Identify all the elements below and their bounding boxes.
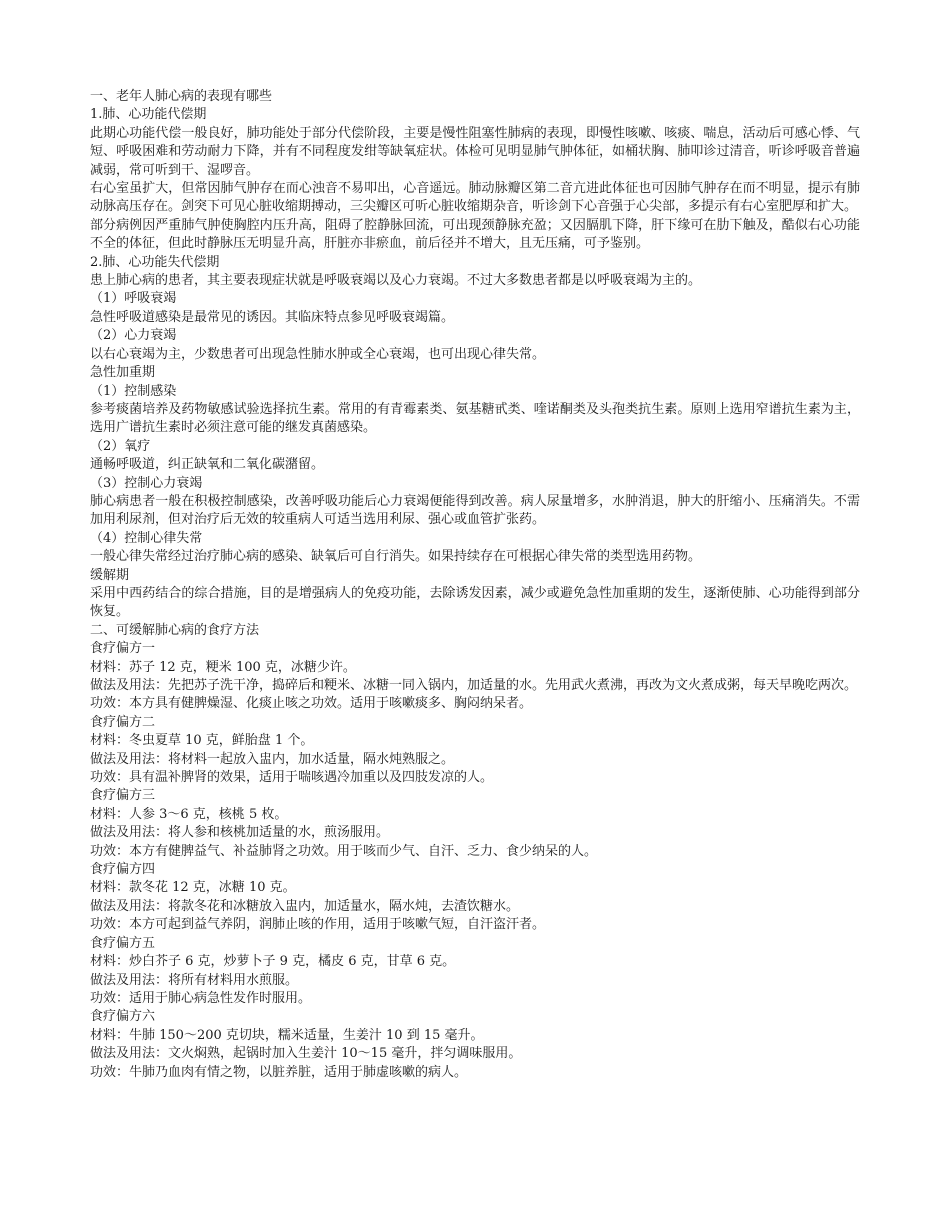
- paragraph: 肺心病患者一般在积极控制感染，改善呼吸功能后心力衰竭便能得到改善。病人尿量增多，水肿消退，肿大的肝缩小、压痛消失。不需加用利尿剂，但对治疗后无效的较重病人可适当选用利尿、强心或血管扩张药。: [90, 493, 860, 528]
- text-line: （2）心力衰竭: [90, 328, 177, 344]
- paragraph: 以右心衰竭为主，少数患者可出现急性肺水肿或全心衰竭，也可出现心律失常。: [90, 346, 546, 362]
- text-line: 功效：适用于肺心病急性发作时服用。: [90, 990, 312, 1006]
- text-line: 做法及用法：将材料一起放入盅内，加水适量，隔水炖熟服之。: [90, 751, 455, 767]
- text-line: 2.肺、心功能失代偿期: [90, 254, 220, 270]
- paragraph: 右心室虽扩大，但常因肺气肿存在而心浊音不易叩出，心音遥远。肺动脉瓣区第二音亢进此体征也可因肺气肿存在而不明显，提示有肺动脉高压存在。剑突下可见心脏收缩期搏动，三尖瓣区可听心脏收缩期杂音，听诊剑下心音强于心尖部，多提示有右心室肥厚和扩大。: [90, 181, 860, 215]
- text-line: 二、可缓解肺心病的食疗方法: [90, 622, 260, 638]
- text-line: 食疗偏方三: [90, 788, 156, 804]
- paragraph: 急性呼吸道感染是最常见的诱因。其临床特点参见呼吸衰竭篇。: [90, 309, 455, 325]
- text-line: 功效：牛肺乃血肉有情之物，以脏养脏，适用于肺虚咳嗽的病人。: [90, 1064, 468, 1080]
- text-line: （2）氧疗: [90, 438, 151, 454]
- paragraph: 此期心功能代偿一般良好，肺功能处于部分代偿阶段，主要是慢性阻塞性肺病的表现，即慢性咳嗽、咳痰、喘息，活动后可感心悸、气短、呼吸困难和劳动耐力下降，并有不同程度发绀等缺氧症状。体检可见明显肺气肿体征，如桶状胸、肺叩诊过清音，听诊呼吸音普遍减弱，常可听到干、湿啰音。: [90, 125, 860, 178]
- paragraph: 患上肺心病的患者，其主要表现症状就是呼吸衰竭以及心力衰竭。不过大多数患者都是以呼吸衰竭为主的。: [90, 273, 702, 289]
- text-line: 急性加重期: [90, 365, 156, 381]
- paragraph: 参考痰菌培养及药物敏感试验选择抗生素。常用的有青霉素类、氨基糖甙类、喹诺酮类及头孢类抗生素。原则上选用窄谱抗生素为主，选用广谱抗生素时必须注意可能的继发真菌感染。: [90, 401, 860, 436]
- text-line: 做法及用法：将款冬花和冰糖放入盅内，加适量水，隔水炖，去渣饮糖水。: [90, 898, 520, 914]
- text-line: 1.肺、心功能代偿期: [90, 107, 207, 123]
- text-line: 食疗偏方六: [90, 1009, 156, 1025]
- text-line: 功效：本方具有健脾燥湿、化痰止咳之功效。适用于咳嗽痰多、胸闷纳呆者。: [90, 696, 533, 712]
- text-line: 食疗偏方四: [90, 862, 156, 878]
- text-line: 食疗偏方一: [90, 641, 156, 657]
- text-line: 做法及用法：文火焖熟，起锅时加入生姜汁 10～15 毫升，拌匀调味服用。: [90, 1046, 522, 1062]
- text-line: 做法及用法：将人参和核桃加适量的水，煎汤服用。: [90, 825, 390, 841]
- text-line: 一、老年人肺心病的表现有哪些: [90, 89, 273, 104]
- text-line: 材料：冬虫夏草 10 克，鲜胎盘 1 个。: [90, 733, 314, 749]
- text-line: 材料：人参 3～6 克，核桃 5 枚。: [90, 806, 288, 822]
- paragraph: 做法及用法：先把苏子洗干净，捣碎后和粳米、冰糖一同入锅内，加适量的水。先用武火煮沸，再改为文火煮成粥，每天早晚吃两次。: [90, 678, 858, 693]
- text-line: 做法及用法：将所有材料用水煎服。: [90, 972, 299, 988]
- paragraph: 采用中西药结合的综合措施，目的是增强病人的免疫功能，去除诱发因素，减少或避免急性加重期的发生，逐渐使肺、心功能得到部分恢复。: [90, 585, 860, 620]
- text-line: 缓解期: [90, 567, 130, 583]
- text-line: （4）控制心律失常: [90, 530, 203, 546]
- text-line: （1）呼吸衰竭: [90, 291, 177, 307]
- document-body: [90, 88, 860, 1082]
- text-line: 材料：款冬花 12 克，冰糖 10 克。: [90, 880, 296, 896]
- text-line: 材料：牛肺 150～200 克切块，糯米适量，生姜汁 10 到 15 毫升。: [90, 1027, 484, 1043]
- text-line: 食疗偏方二: [90, 714, 156, 730]
- text-line: 功效：本方有健脾益气、补益肺肾之功效。用于咳而少气、自汗、乏力、食少纳呆的人。: [90, 843, 598, 859]
- text-line: 食疗偏方五: [90, 935, 156, 951]
- text-line: 材料：炒白芥子 6 克，炒萝卜子 9 克，橘皮 6 克，甘草 6 克。: [90, 954, 456, 970]
- text-line: 材料：苏子 12 克，粳米 100 克，冰糖少许。: [90, 659, 356, 675]
- text-line: （1）控制感染: [90, 383, 177, 399]
- paragraph: 一般心律失常经过治疗肺心病的感染、缺氧后可自行消失。如果持续存在可根据心律失常的类型选用药物。: [90, 549, 702, 565]
- text-line: 功效：具有温补脾肾的效果，适用于喘咳遇冷加重以及四肢发凉的人。: [90, 770, 494, 786]
- paragraph: 通畅呼吸道，纠正缺氧和二氧化碳潴留。: [90, 457, 325, 473]
- text-line: （3）控制心力衰竭: [90, 475, 203, 491]
- text-line: 功效：本方可起到益气养阴，润肺止咳的作用，适用于咳嗽气短，自汗盗汗者。: [90, 917, 546, 933]
- paragraph: 部分病例因严重肺气肿使胸腔内压升高，阻碍了腔静脉回流，可出现颈静脉充盈；又因膈肌下降，肝下缘可在肋下触及，酷似右心功能不全的体征，但此时静脉压无明显升高，肝脏亦非瘀血，前后径并不增大，且无压痛，可予鉴别。: [90, 217, 860, 252]
